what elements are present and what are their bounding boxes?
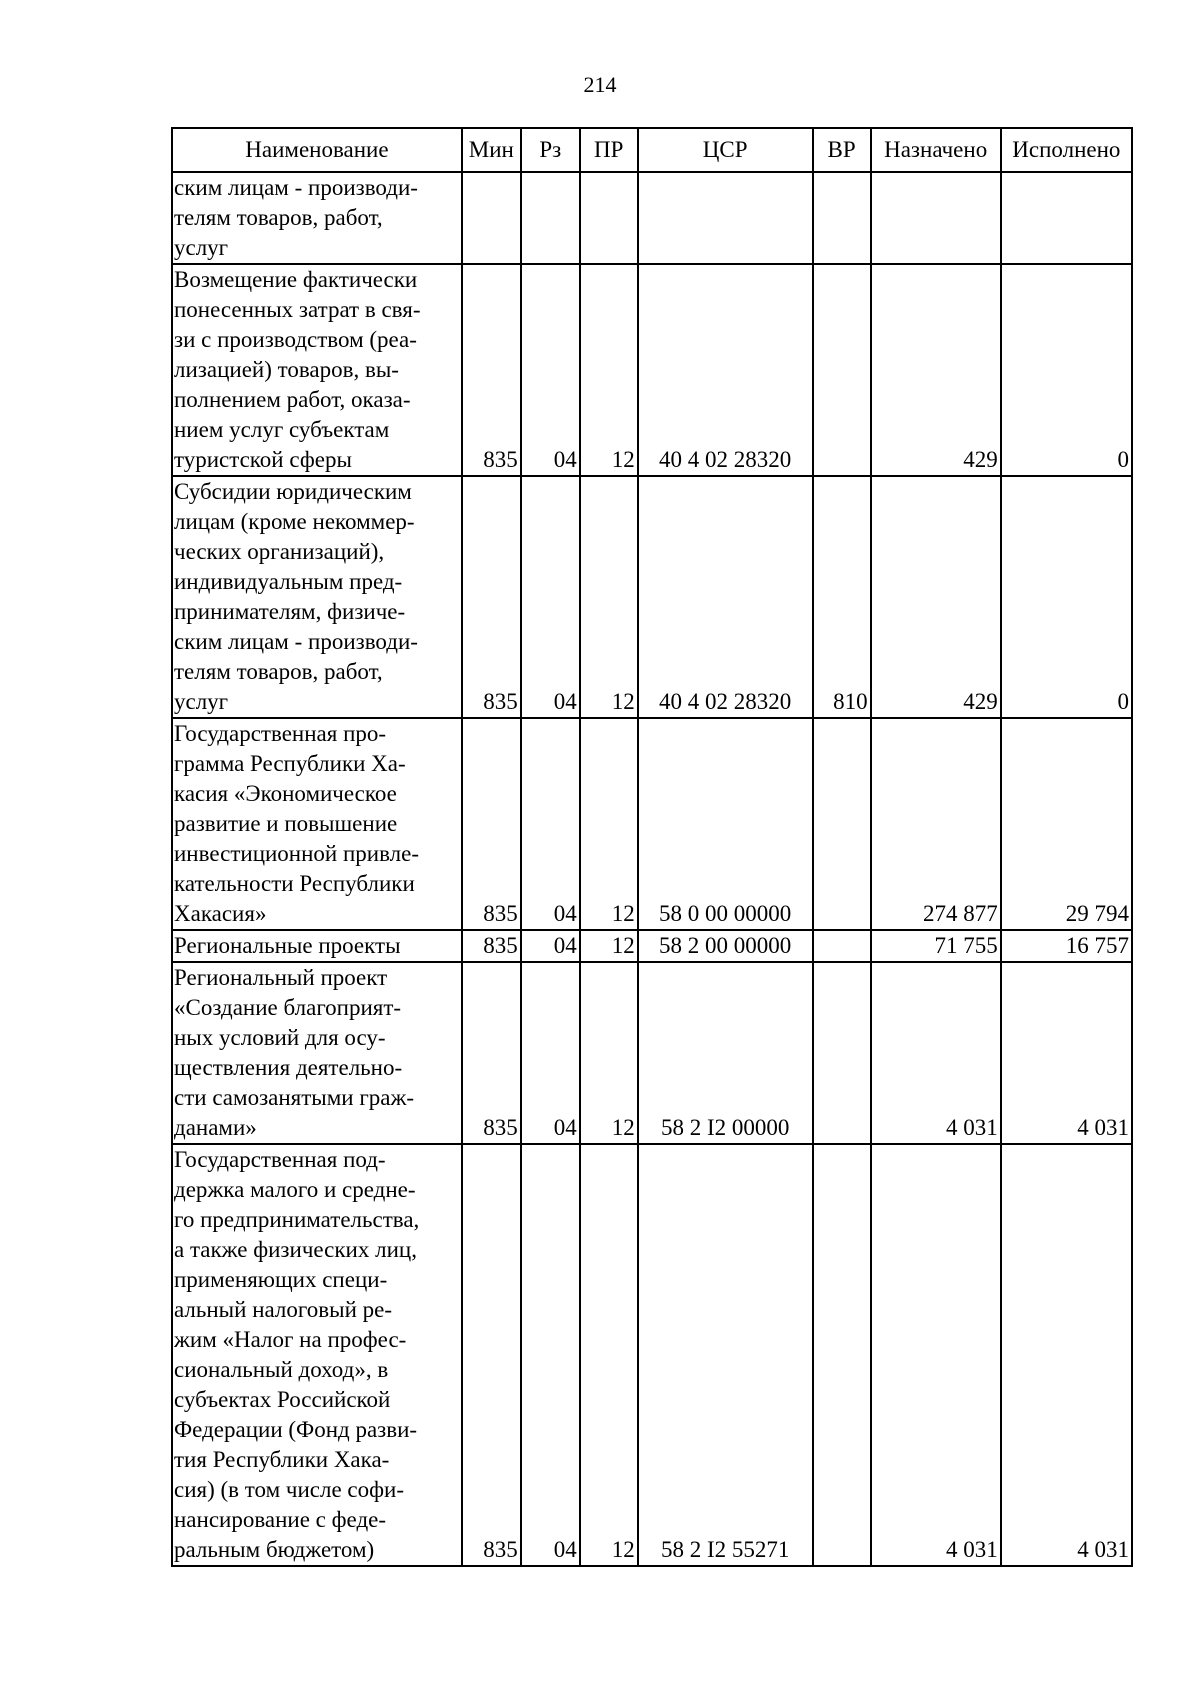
name-line: Субсидии юридическим [174,479,412,504]
name-line: нансирование с феде- [174,1507,387,1532]
name-line: го предпринимательства, [174,1207,420,1232]
cell-min: 835 [462,930,521,962]
cell-name [172,962,462,1144]
cell-vr [813,1144,871,1566]
cell-rz [521,172,580,264]
cell-rz: 04 [521,1144,580,1566]
cell-rz: 04 [521,264,580,476]
table-body [172,172,1132,1566]
cell-min: 835 [462,718,521,930]
cell-vr: 810 [813,476,871,718]
cell-min [462,172,521,264]
name-line: лизацией) товаров, вы- [174,357,399,382]
name-line: Государственная под- [174,1147,386,1172]
cell-min: 835 [462,962,521,1144]
cell-name [172,1144,462,1566]
name-line: ральным бюджетом) [174,1537,375,1562]
cell-vr [813,930,871,962]
name-line: развитие и повышение [174,811,398,836]
cell-assigned: 274 877 [871,718,1001,930]
cell-rz: 04 [521,930,580,962]
name-line: туристской сферы [174,447,352,472]
cell-executed: 4 031 [1001,1144,1132,1566]
name-line: зи с производством (реа- [174,327,417,352]
cell-pr: 12 [580,962,638,1144]
cell-min: 835 [462,1144,521,1566]
cell-executed: 0 [1001,264,1132,476]
name-line: касия «Экономическое [174,781,397,806]
name-line: ных условий для осу- [174,1025,386,1050]
cell-executed [1001,172,1132,264]
name-line: услуг [174,235,229,260]
cell-name [172,718,462,930]
cell-executed: 4 031 [1001,962,1132,1144]
name-line: Федерации (Фонд разви- [174,1417,418,1442]
cell-assigned: 4 031 [871,962,1001,1144]
column-header-pr: ПР [580,128,638,172]
cell-csr: 58 2 I2 55271 [638,1144,813,1566]
table-row [172,962,1132,1144]
name-line: ским лицам - производи- [174,629,418,654]
table-row [172,930,1132,962]
name-line: понесенных затрат в свя- [174,297,421,322]
column-header-vr: ВР [813,128,871,172]
name-line: Региональный проект [174,965,388,990]
cell-min: 835 [462,264,521,476]
cell-csr: 40 4 02 28320 [638,264,813,476]
cell-pr [580,172,638,264]
name-line: держка малого и средне- [174,1177,416,1202]
cell-pr: 12 [580,930,638,962]
name-line: сиональный доход», в [174,1357,389,1382]
column-header-rz: Рз [521,128,580,172]
column-header-min: Мин [462,128,521,172]
name-line: Хакасия» [174,901,267,926]
cell-csr: 58 0 00 00000 [638,718,813,930]
name-line: услуг [174,689,229,714]
column-header-executed: Исполнено [1001,128,1132,172]
cell-name [172,476,462,718]
cell-name [172,264,462,476]
name-line: ским лицам - производи- [174,175,418,200]
cell-vr [813,172,871,264]
cell-assigned: 429 [871,476,1001,718]
name-line: альный налоговый ре- [174,1297,392,1322]
cell-rz: 04 [521,476,580,718]
cell-vr [813,962,871,1144]
cell-csr [638,172,813,264]
name-line: индивидуальным пред- [174,569,403,594]
cell-rz: 04 [521,962,580,1144]
table-row [172,476,1132,718]
cell-rz: 04 [521,718,580,930]
cell-executed: 0 [1001,476,1132,718]
name-line: Возмещение фактически [174,267,418,292]
budget-table [171,127,1133,1567]
table-row [172,172,1132,264]
name-line: телям товаров, работ, [174,205,383,230]
column-header-name: Наименование [172,128,462,172]
name-line: применяющих специ- [174,1267,388,1292]
name-line: тия Республики Хака- [174,1447,390,1472]
table-row [172,1144,1132,1566]
cell-pr: 12 [580,264,638,476]
name-line: принимателям, физиче- [174,599,406,624]
name-line: нием услуг субъектам [174,417,390,442]
name-line: лицам (кроме некоммер- [174,509,415,534]
cell-executed: 16 757 [1001,930,1132,962]
name-line: Региональные проекты [174,933,401,958]
cell-name [172,172,462,264]
cell-pr: 12 [580,476,638,718]
name-line: кательности Республики [174,871,415,896]
column-header-csr: ЦСР [638,128,813,172]
cell-executed: 29 794 [1001,718,1132,930]
name-line: ществления деятельно- [174,1055,403,1080]
cell-min: 835 [462,476,521,718]
name-line: субъектах Российской [174,1387,391,1412]
name-line: инвестиционной привле- [174,841,420,866]
cell-csr: 40 4 02 28320 [638,476,813,718]
name-line: Государственная про- [174,721,387,746]
cell-assigned [871,172,1001,264]
name-line: сия) (в том числе софи- [174,1477,404,1502]
cell-name [172,930,462,962]
name-line: «Создание благоприят- [174,995,402,1020]
name-line: ческих организаций), [174,539,385,564]
table-row [172,264,1132,476]
table-row [172,718,1132,930]
name-line: грамма Республики Ха- [174,751,406,776]
cell-pr: 12 [580,1144,638,1566]
name-line: жим «Налог на профес- [174,1327,407,1352]
table-header-row [172,128,1132,172]
cell-assigned: 429 [871,264,1001,476]
cell-assigned: 4 031 [871,1144,1001,1566]
cell-csr: 58 2 I2 00000 [638,962,813,1144]
column-header-assigned: Назначено [871,128,1001,172]
name-line: данами» [174,1115,257,1140]
cell-vr [813,718,871,930]
cell-csr: 58 2 00 00000 [638,930,813,962]
page-number: 214 [583,72,617,97]
name-line: сти самозанятыми граж- [174,1085,415,1110]
name-line: полнением работ, оказа- [174,387,411,412]
name-line: телям товаров, работ, [174,659,383,684]
cell-vr [813,264,871,476]
cell-assigned: 71 755 [871,930,1001,962]
name-line: а также физических лиц, [174,1237,417,1262]
cell-pr: 12 [580,718,638,930]
